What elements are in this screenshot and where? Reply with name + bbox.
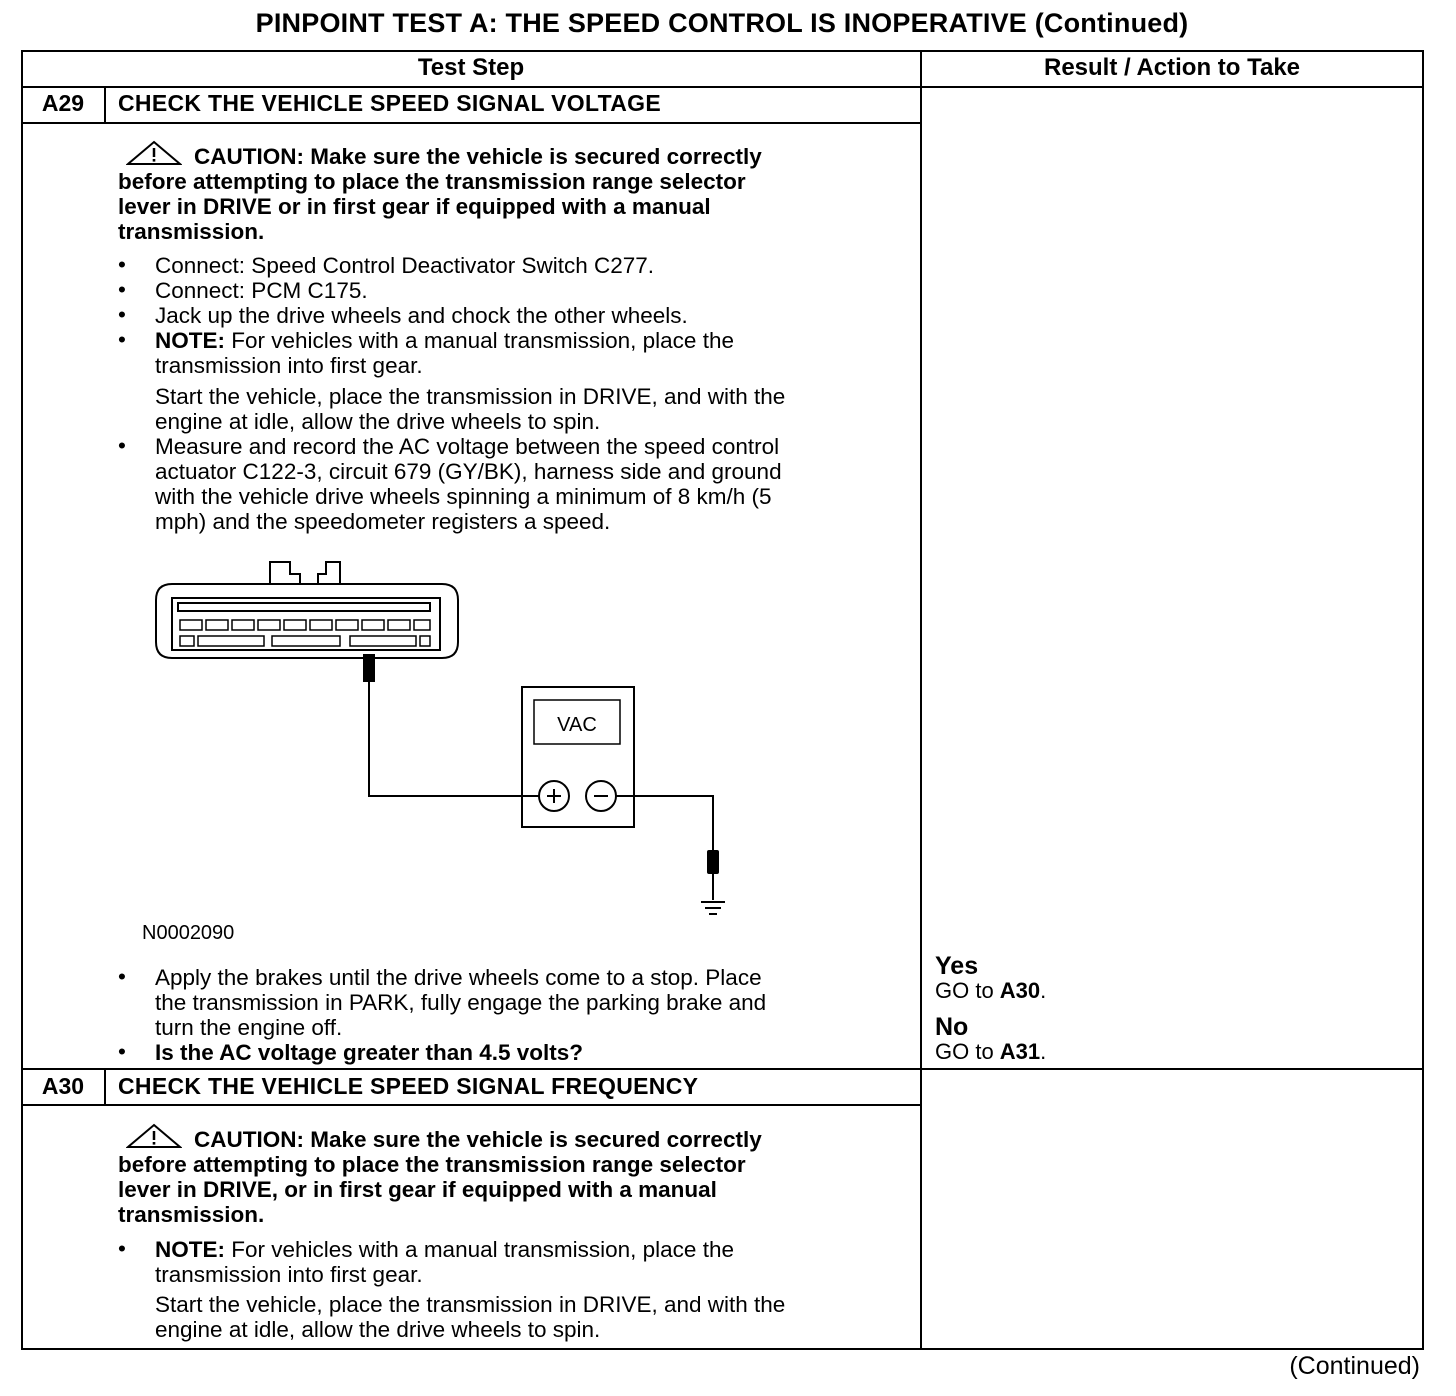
caution-line: before attempting to place the transmission range selector — [118, 1152, 746, 1177]
note-text: For vehicles with a manual transmission, place the — [225, 328, 734, 353]
continued-label: (Continued) — [1289, 1352, 1420, 1380]
note-text: transmission into first gear. — [155, 1262, 423, 1287]
a30-caution — [118, 1123, 898, 1227]
period: . — [1040, 1039, 1047, 1064]
bullet: • — [118, 1236, 126, 1261]
note-text: For vehicles with a manual transmission, place the — [225, 1237, 734, 1262]
go-to-text: GO to — [935, 1039, 1000, 1064]
measure-line: with the vehicle drive wheels spinning a minimum of 8 km/h (5 — [155, 484, 772, 509]
warning-triangle-icon — [126, 1123, 182, 1149]
result-header: Result / Action to Take — [1043, 54, 1301, 81]
multimeter-body — [522, 687, 634, 827]
ground-symbol-icon — [701, 902, 725, 914]
measure-line: mph) and the speedometer registers a speed. — [155, 509, 611, 534]
a30-step-title: CHECK THE VEHICLE SPEED SIGNAL FREQUENCY — [118, 1073, 699, 1099]
start-line: Start the vehicle, place the transmission in DRIVE, and with the — [155, 384, 786, 409]
connect-switch-instruction: Connect: Speed Control Deactivator Switch C277. — [155, 253, 655, 278]
yes-answer — [935, 953, 1046, 1003]
positive-test-lead — [369, 680, 540, 796]
caution-line: CAUTION: Make sure the vehicle is secured correctly — [194, 144, 762, 169]
apply-line: Apply the brakes until the drive wheels come to a stop. Place — [155, 965, 762, 990]
period: . — [1040, 978, 1047, 1003]
a29-step-id: A29 — [41, 90, 85, 116]
a29-step-title: CHECK THE VEHICLE SPEED SIGNAL VOLTAGE — [118, 90, 662, 116]
bullet: • — [118, 433, 126, 458]
negative-test-lead — [616, 796, 713, 852]
caution-line: before attempting to place the transmission range selector — [118, 169, 746, 194]
connector-top-rail — [178, 603, 430, 611]
start-line: engine at idle, allow the drive wheels to spin. — [155, 409, 601, 434]
caution-line: transmission. — [118, 219, 265, 244]
caution-line: lever in DRIVE, or in first gear if equipped with a manual — [118, 1177, 717, 1202]
start-line: Start the vehicle, place the transmission in DRIVE, and with the — [155, 1292, 786, 1317]
bullet: • — [118, 302, 126, 327]
start-line: engine at idle, allow the drive wheels to spin. — [155, 1317, 601, 1342]
bullet: • — [118, 277, 126, 302]
measure-line: Measure and record the AC voltage between the speed control — [155, 434, 780, 459]
note-label: NOTE: — [155, 328, 225, 353]
jack-up-instruction: Jack up the drive wheels and chock the other wheels. — [155, 303, 688, 328]
link-a30[interactable]: A30 — [999, 978, 1041, 1003]
measure-line: actuator C122-3, circuit 679 (GY/BK), harness side and ground — [155, 459, 782, 484]
yes-label: Yes — [935, 952, 979, 980]
apply-line: the transmission in PARK, fully engage the parking brake and — [155, 990, 767, 1015]
bullet: • — [118, 327, 126, 352]
apply-brakes-instruction — [155, 965, 905, 1040]
note-label: NOTE: — [155, 1237, 225, 1262]
go-to-text: GO to — [935, 978, 1000, 1003]
figure-id: N0002090 — [142, 922, 235, 944]
ground-probe-handle — [707, 850, 719, 874]
bullet: • — [118, 964, 126, 989]
terminal-slots — [180, 620, 430, 646]
apply-line: turn the engine off. — [155, 1015, 343, 1040]
note-text: transmission into first gear. — [155, 353, 423, 378]
test-step-header: Test Step — [417, 54, 525, 81]
no-label: No — [935, 1013, 969, 1041]
bullet: • — [118, 1039, 126, 1064]
a30-note — [155, 1237, 905, 1287]
caution-line: CAUTION: Make sure the vehicle is secured correctly — [194, 1127, 762, 1152]
multimeter-label: VAC — [557, 714, 597, 736]
a30-start-vehicle — [155, 1292, 905, 1342]
caution-line: transmission. — [118, 1202, 265, 1227]
connect-pcm-instruction: Connect: PCM C175. — [155, 278, 368, 303]
connector-latch — [270, 562, 340, 584]
link-a31[interactable]: A31 — [999, 1039, 1041, 1064]
bullet: • — [118, 252, 126, 277]
no-answer — [935, 1014, 1046, 1064]
page-title: PINPOINT TEST A: THE SPEED CONTROL IS INOPERATIVE (Continued) — [255, 8, 1189, 38]
positive-probe-tip — [363, 654, 375, 682]
a29-question: Is the AC voltage greater than 4.5 volts? — [155, 1040, 584, 1065]
a30-step-id: A30 — [41, 1073, 85, 1099]
caution-line: lever in DRIVE or in first gear if equipped with a manual — [118, 194, 711, 219]
